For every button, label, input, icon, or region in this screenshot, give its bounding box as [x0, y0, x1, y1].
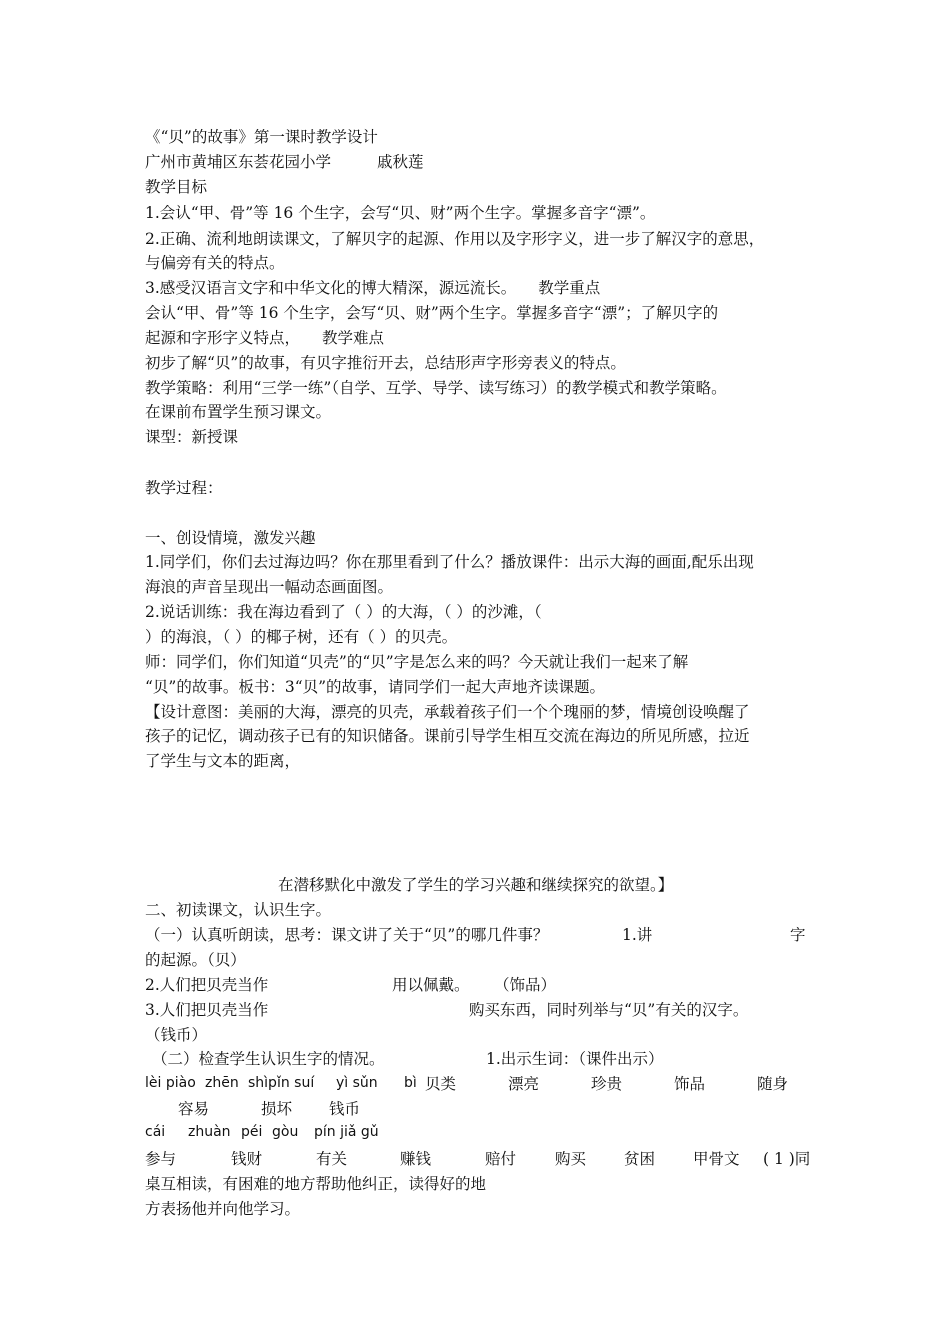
- pinyin-item: zhēn: [205, 1075, 239, 1091]
- objective-2-line-2: 与偏旁有关的特点。: [145, 254, 285, 272]
- pinyin-item: yì sǔn: [336, 1075, 378, 1091]
- objective-3: 3.感受汉语言文字和中华文化的博大精深，源远流长。: [145, 279, 517, 297]
- vocab-word: 钱币: [329, 1100, 361, 1118]
- pinyin-item: bì: [404, 1075, 417, 1091]
- strategy-text: 教学策略：利用“三学一练”（自学、互学、导学、读写练习）的教学模式和教学策略。: [145, 379, 727, 397]
- vocab-word: 赔付: [485, 1150, 517, 1168]
- question-1-zi: 字: [790, 926, 806, 944]
- lesson-type: 课型：新授课: [145, 428, 239, 446]
- difficulty-text: 初步了解“贝”的故事，有贝字推衍开去，总结形声字形旁表义的特点。: [145, 354, 626, 372]
- section1-p3-line-1: 师：同学们，你们知道“贝壳”的“贝”字是怎么来的吗？今天就让我们一起来了解: [145, 653, 689, 671]
- doc-title: 《“贝”的故事》第一课时教学设计: [145, 128, 378, 146]
- pinyin-item: pín jiǎ gǔ: [314, 1124, 379, 1140]
- objectives-heading: 教学目标: [145, 178, 208, 196]
- vocab-word: 饰品: [674, 1075, 706, 1093]
- vocab-word: 有关: [316, 1150, 348, 1168]
- vocab-word: 珍贵: [591, 1075, 623, 1093]
- pinyin-item: zhuàn: [188, 1124, 231, 1140]
- show-words: 1.出示生词：（课件出示）: [486, 1050, 664, 1068]
- key-points-line-2: [145, 327, 384, 349]
- question-3-a: 3.人们把贝壳当作: [145, 1001, 269, 1019]
- process-heading: 教学过程：: [145, 479, 223, 497]
- section1-p1-line-2: 海浪的声音呈现出一幅动态画面图。: [145, 578, 394, 596]
- key-points-heading: 教学重点: [538, 279, 601, 297]
- tail-line-1: 桌互相读，有困难的地方帮助他纠正，读得好的地: [145, 1175, 487, 1193]
- key-points-text: 起源和字形字义特点，: [145, 329, 301, 347]
- objective-3-line: [145, 277, 600, 299]
- design-intent-line-1: 【设计意图：美丽的大海，漂亮的贝壳，承载着孩子们一个个瑰丽的梦，情境创设唤醒了: [145, 703, 750, 721]
- vocab-word: 购买: [555, 1150, 587, 1168]
- question-1-number: 1.讲: [622, 926, 653, 944]
- vocab-word: 甲骨文: [693, 1150, 740, 1168]
- pinyin-item: lèi piào: [145, 1075, 196, 1091]
- check-heading: （二）检查学生认识生字的情况。: [152, 1050, 385, 1068]
- vocab-word: 随身: [757, 1075, 789, 1093]
- design-intent-line-4: 在潜移默化中激发了学生的学习兴趣和继续探究的欲望。】: [278, 876, 674, 894]
- question-1-answer: 的起源。（贝）: [145, 951, 246, 969]
- design-intent-line-2: 孩子的记忆，调动孩子已有的知识储备。课前引导学生相互交流在海边的所见所感，拉近: [145, 727, 750, 745]
- objective-2-line-1: 2.正确、流利地朗读课文，了解贝字的起源、作用以及字形字义，进一步了解汉字的意思，: [145, 230, 765, 248]
- design-intent-line-3: 了学生与文本的距离，: [145, 752, 301, 770]
- objective-1: 1.会认“甲、骨”等 16 个生字，会写“贝、财”两个生字。掌握多音字“漂”。: [145, 204, 656, 222]
- school-name: 广州市黄埔区东荟花园小学: [145, 153, 332, 171]
- vocab-word: 贝类: [425, 1075, 457, 1093]
- question-3-b: 购买东西，同时列举与“贝”有关的汉字。: [469, 1001, 749, 1019]
- prep-text: 在课前布置学生预习课文。: [145, 403, 332, 421]
- section1-p1-line-1: 1.同学们，你们去过海边吗？你在那里看到了什么？播放课件：出示大海的画面,配乐出现: [145, 553, 754, 571]
- vocab-word: 漂亮: [508, 1075, 540, 1093]
- tail-line-2: 方表扬他并向他学习。: [145, 1200, 301, 1218]
- section1-p2-line-2: ）的海浪，（ ）的椰子树，还有（ ）的贝壳。: [145, 628, 458, 646]
- question-3-answer: （钱币）: [145, 1026, 208, 1044]
- author-name: 戚秋莲: [377, 153, 424, 171]
- difficulty-heading: 教学难点: [322, 329, 385, 347]
- vocab-word: 贫困: [624, 1150, 656, 1168]
- vocab-word: 容易: [178, 1100, 210, 1118]
- question-1-text: （一）认真听朗读，思考：课文讲了关于“贝”的哪几件事？: [145, 926, 549, 944]
- section2-heading: 二、初读课文，认识生字。: [145, 901, 332, 919]
- vocab-word: 钱财: [231, 1150, 263, 1168]
- vocab-word: 赚钱: [400, 1150, 432, 1168]
- vocab-word: 参与: [145, 1150, 177, 1168]
- key-points-line-1: 会认“甲、骨”等 16 个生字，会写“贝、财”两个生字。掌握多音字“漂”；了解贝字的: [145, 304, 719, 322]
- question-2-answer: （饰品）: [494, 976, 557, 994]
- tail-step-number: ( 1 )同: [763, 1150, 811, 1168]
- section1-heading: 一、创设情境，激发兴趣: [145, 529, 316, 547]
- pinyin-item: shìpǐn suí: [248, 1075, 315, 1091]
- section1-p2-line-1: 2.说话训练：我在海边看到了（ ）的大海，（ ）的沙滩，（: [145, 603, 542, 621]
- pinyin-item: péi: [241, 1124, 263, 1140]
- question-2-a: 2.人们把贝壳当作: [145, 976, 269, 994]
- question-1-line: [145, 924, 548, 946]
- question-2-b: 用以佩戴。: [392, 976, 470, 994]
- pinyin-item: cái: [145, 1124, 166, 1140]
- section1-p3-line-2: “贝”的故事。板书：3“贝”的故事，请同学们一起大声地齐读课题。: [145, 678, 606, 696]
- author-line: [145, 151, 424, 173]
- pinyin-item: gòu: [272, 1124, 299, 1140]
- vocab-word: 损坏: [261, 1100, 293, 1118]
